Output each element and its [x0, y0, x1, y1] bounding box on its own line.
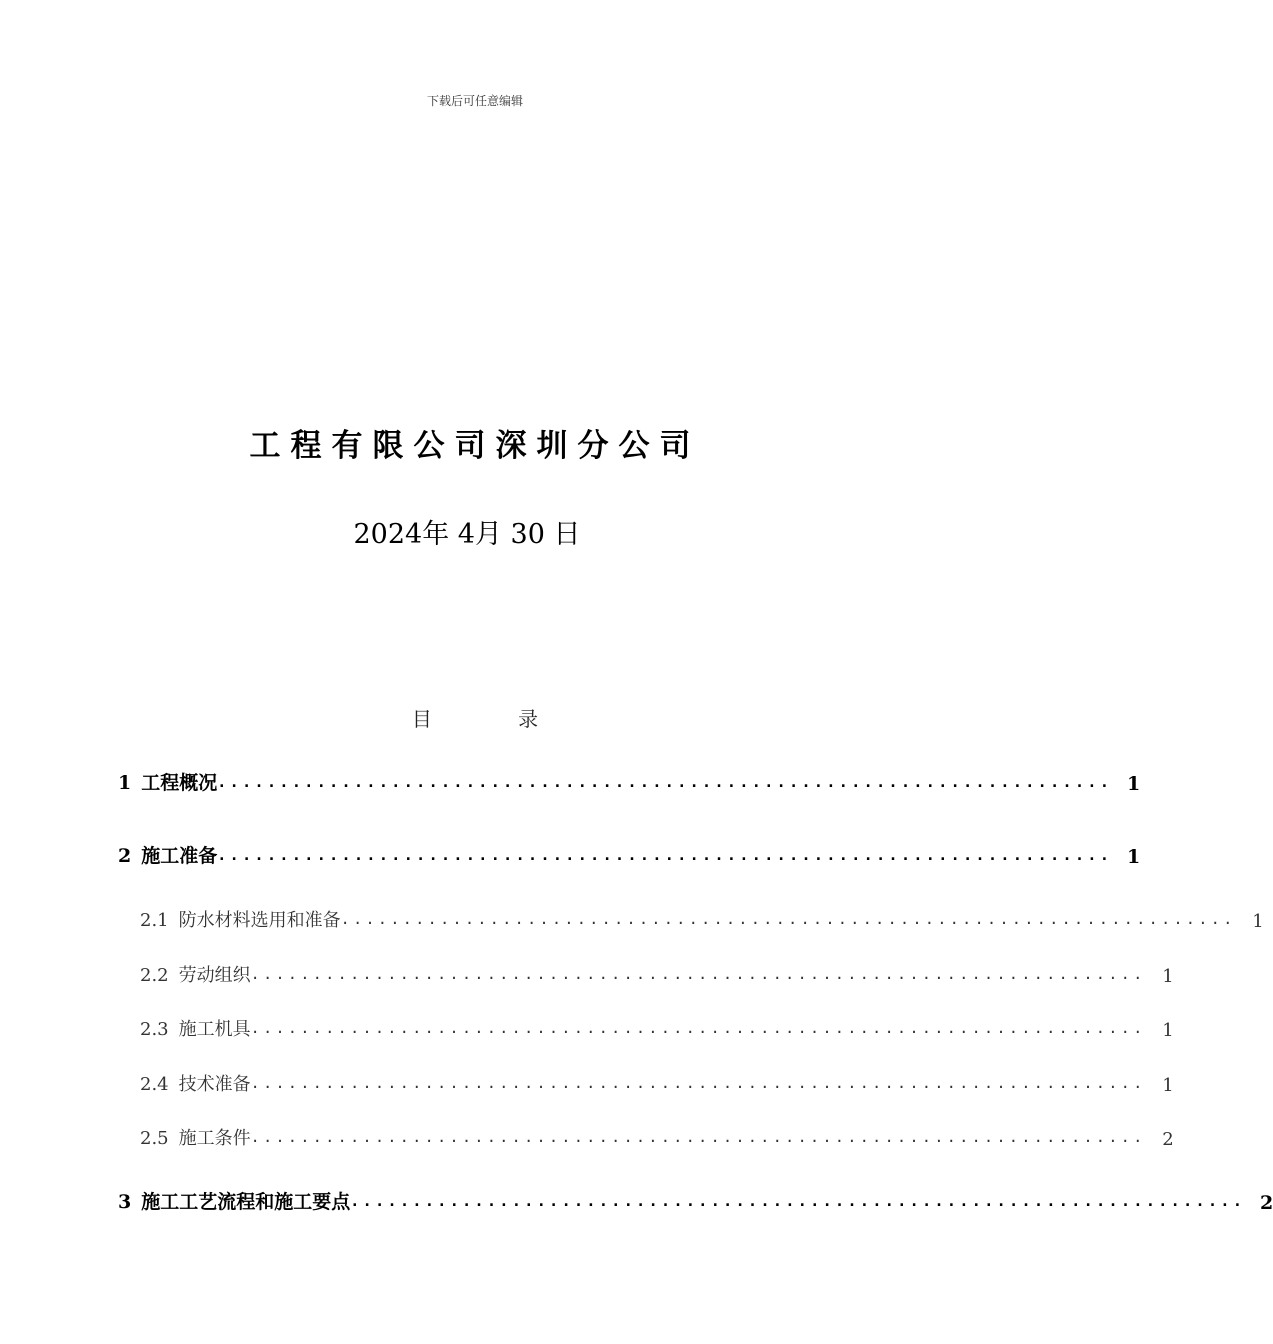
company-title: 工程有限公司深圳分公司: [249, 428, 701, 464]
toc-entry[interactable]: [118, 1184, 1273, 1214]
toc-entry-label: 2 施工准备: [118, 845, 218, 867]
toc-entry[interactable]: [140, 957, 1174, 987]
toc-leader-dots: ........................................................................: [250, 1074, 1146, 1092]
toc-leader-dots: ........................................................................: [250, 1019, 1146, 1037]
toc-page-number: 2: [1260, 1192, 1273, 1214]
toc-entry[interactable]: [140, 1120, 1174, 1150]
toc-entry-label: 2.1 防水材料选用和准备: [140, 910, 341, 931]
document-date: 2024年 4月 30 日: [353, 519, 581, 550]
toc-entry-label: 2.2 劳动组织: [140, 965, 251, 986]
toc-leader-dots: ........................................................................: [250, 1128, 1146, 1146]
toc-leader-dots: ........................................................................: [350, 1192, 1246, 1210]
toc-entry-label: 2.4 技术准备: [140, 1074, 251, 1095]
toc-leader-dots: ........................................................................: [217, 846, 1113, 864]
toc-entry[interactable]: [118, 765, 1141, 795]
toc-entry-label: 1 工程概况: [118, 772, 218, 794]
toc-title: 目 录: [411, 707, 579, 731]
toc-entry[interactable]: [140, 1011, 1174, 1041]
toc-page-number: 1: [1162, 1075, 1174, 1096]
toc-entry[interactable]: [118, 838, 1141, 868]
toc-leader-dots: ........................................................................: [340, 910, 1236, 928]
toc-page-number: 1: [1162, 1020, 1174, 1041]
toc-entry[interactable]: [140, 902, 1264, 932]
toc-page-number: 1: [1127, 846, 1141, 868]
toc-page-number: 1: [1252, 911, 1264, 932]
toc-leader-dots: ........................................................................: [250, 965, 1146, 983]
toc-leader-dots: ........................................................................: [217, 773, 1113, 791]
toc-entry-label: 2.3 施工机具: [140, 1019, 251, 1040]
header-note: 下载后可任意编辑: [426, 94, 523, 108]
toc-entry-label: 3 施工工艺流程和施工要点: [118, 1191, 351, 1213]
toc-entry[interactable]: [140, 1066, 1174, 1096]
toc-entry-label: 2.5 施工条件: [140, 1128, 251, 1149]
toc-page-number: 1: [1162, 966, 1174, 987]
toc-page-number: 1: [1127, 773, 1141, 795]
toc-page-number: 2: [1162, 1129, 1174, 1150]
